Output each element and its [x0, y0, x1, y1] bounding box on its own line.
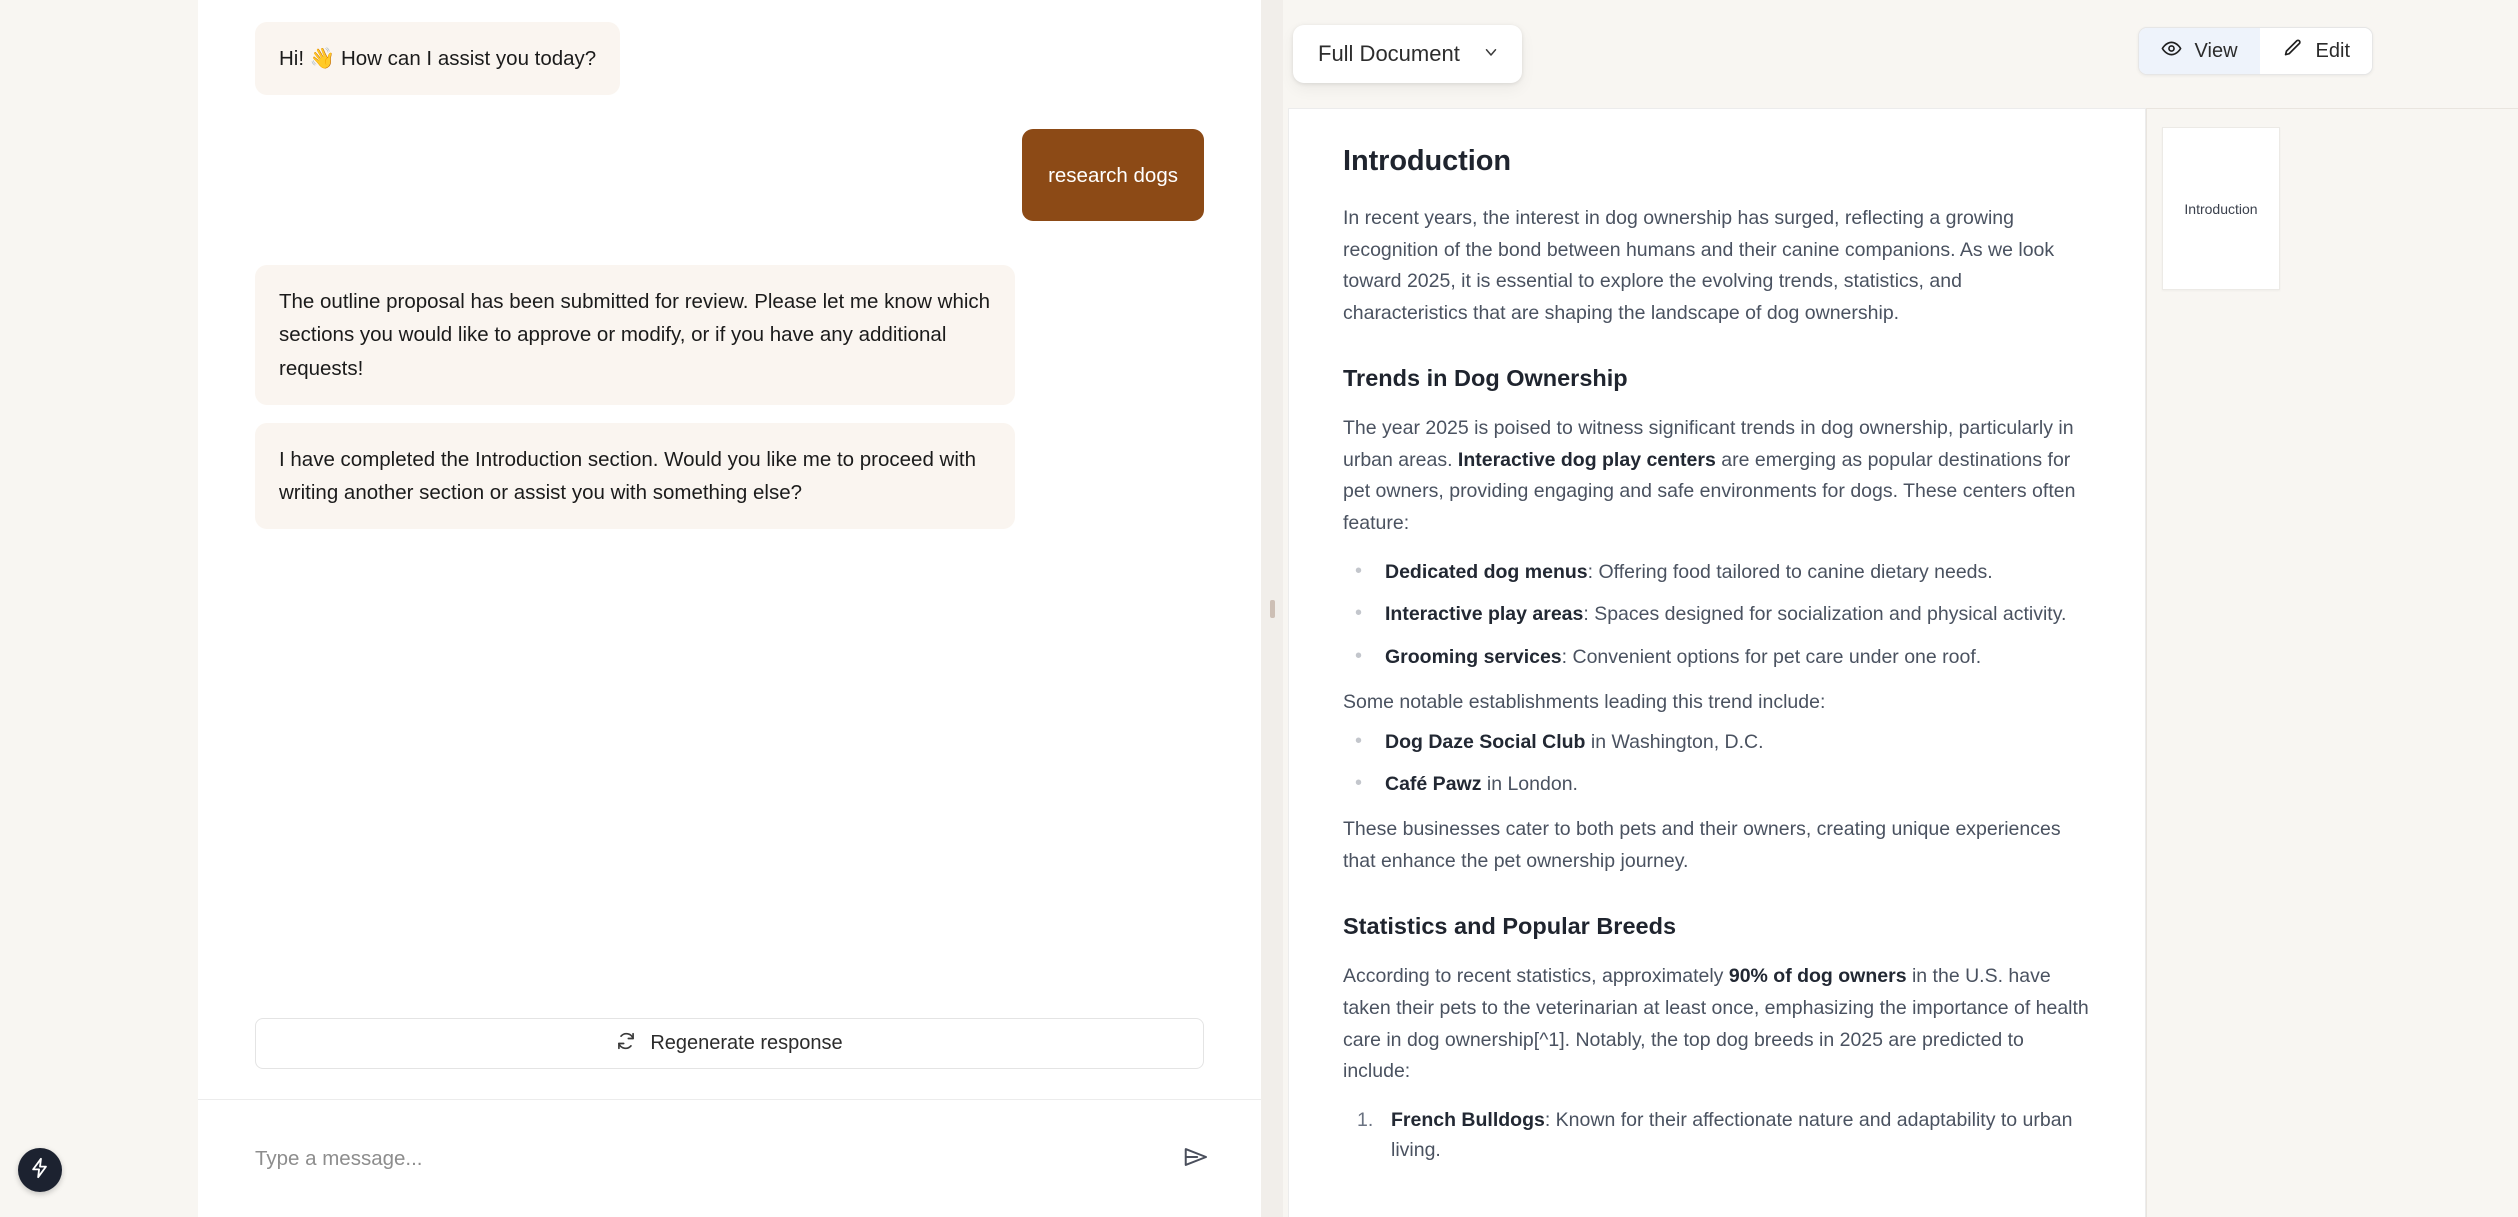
list-item-bold: French Bulldogs — [1391, 1108, 1545, 1131]
regenerate-label: Regenerate response — [650, 1032, 843, 1054]
regenerate-container — [198, 1018, 1261, 1099]
list-item — [1343, 727, 2091, 758]
message-input[interactable] — [255, 1147, 1175, 1171]
eye-icon — [2161, 38, 2182, 65]
list-item-bold: Dog Daze Social Club — [1385, 730, 1586, 753]
trends-text-bold: Interactive dog play centers — [1457, 448, 1716, 471]
edit-mode-button[interactable] — [2260, 28, 2372, 74]
list-item-rest: : Known for their affectionate nature and adaptability to urban living. — [1391, 1108, 2073, 1162]
message-spacer — [255, 239, 1204, 265]
intro-paragraph: In recent years, the interest in dog ownership has surged, reflecting a growing recognition of the bond between humans and their canine companions. As we look toward 2025, it is essential to explore the evolving trends, statistics, and characteristics that are shaping the landscape of dog ownership. — [1343, 207, 2055, 324]
document-heading-statistics: Statistics and Popular Breeds — [1343, 913, 1677, 940]
assistant-message-bubble: I have completed the Introduction section. Would you like me to proceed with writing another section or assist you with something else? — [255, 423, 1015, 529]
chevron-down-icon — [1482, 41, 1500, 67]
list-item-rest: in London. — [1481, 773, 1578, 796]
feature-bullet-list — [1343, 557, 2091, 673]
stats-text-a: According to recent statistics, approximately — [1343, 965, 1729, 988]
list-item-bold: Grooming services — [1385, 646, 1562, 669]
list-item-bold: Dedicated dog menus — [1385, 560, 1588, 583]
list-item-rest: : Convenient options for pet care under one roof. — [1561, 646, 1982, 669]
document-content-card[interactable] — [1288, 108, 2146, 1217]
businesses-paragraph: These businesses cater to both pets and their owners, creating unique experiences that enhance the pet ownership journey. — [1343, 818, 2061, 872]
list-item-rest: in Washington, D.C. — [1585, 730, 1764, 753]
document-scope-dropdown[interactable] — [1293, 25, 1522, 83]
thumbnail-introduction[interactable] — [2162, 127, 2280, 290]
send-message-button[interactable] — [1175, 1138, 1217, 1180]
trends-text-b: are emerging as popular destinations for pet owners, providing engaging and safe environments for dogs. These centers often feature: — [1343, 448, 2076, 535]
document-heading-introduction: Introduction — [1343, 145, 1511, 177]
establishments-intro-paragraph: Some notable establishments leading this trend include: — [1343, 691, 1826, 714]
assistant-message-bubble: Hi! 👋 How can I assist you today? — [255, 22, 620, 95]
user-message-bubble: research dogs — [1022, 129, 1204, 221]
establishment-bullet-list — [1343, 727, 2091, 801]
view-mode-button[interactable] — [2139, 28, 2260, 74]
send-icon — [1182, 1143, 1210, 1174]
chat-panel — [198, 0, 1261, 1217]
document-toolbar — [1283, 0, 2518, 108]
refresh-icon — [616, 1031, 636, 1057]
thumbnail-label: Introduction — [2184, 200, 2258, 217]
edit-mode-label: Edit — [2315, 39, 2350, 62]
lightning-bolt-icon — [29, 1157, 51, 1184]
assistant-message-bubble: The outline proposal has been submitted for review. Please let me know which sections you would like to approve or modify, or if you have any additional requests! — [255, 265, 1015, 405]
document-scope-label: Full Document — [1318, 41, 1460, 66]
document-heading-trends: Trends in Dog Ownership — [1343, 365, 1628, 392]
left-rail — [0, 0, 198, 1217]
list-item — [1343, 1105, 2091, 1167]
list-item — [1343, 557, 2091, 588]
message-spacer — [255, 113, 1204, 129]
list-item — [1343, 599, 2091, 630]
list-item-rest: : Offering food tailored to canine dietary needs. — [1587, 560, 1993, 583]
document-body — [1283, 108, 2518, 1217]
chat-message-row — [255, 423, 1204, 529]
chat-message-row — [255, 129, 1204, 221]
statistics-paragraph — [1343, 961, 2091, 1087]
panel-resizer[interactable] — [1261, 0, 1283, 1217]
view-mode-label: View — [2194, 39, 2238, 62]
lightning-bolt-button[interactable] — [18, 1148, 62, 1192]
chat-message-row — [255, 265, 1204, 405]
view-edit-toggle — [2138, 27, 2373, 75]
stats-text-bold: 90% of dog owners — [1728, 965, 1907, 988]
chat-message-row — [255, 22, 1204, 95]
document-thumbnail-sidebar — [2146, 108, 2518, 1217]
list-item — [1343, 769, 2091, 800]
resizer-grip-icon — [1270, 600, 1275, 618]
regenerate-response-button[interactable] — [255, 1018, 1204, 1069]
list-item-bold: Café Pawz — [1385, 773, 1482, 796]
list-item-rest: : Spaces designed for socialization and physical activity. — [1583, 603, 2067, 626]
breed-numbered-list — [1343, 1105, 2091, 1167]
list-item — [1343, 642, 2091, 673]
trends-paragraph — [1343, 413, 2091, 539]
pencil-icon — [2282, 38, 2303, 65]
document-panel — [1283, 0, 2518, 1217]
chat-message-list — [198, 0, 1261, 1018]
trends-text-a: The year 2025 is poised to witness significant trends in dog ownership, particularly in urban areas. — [1343, 417, 2074, 471]
stats-text-b: in the U.S. have taken their pets to the veterinarian at least once, emphasizing the importance of health care in dog ownership[^1]. Notably, the top dog breeds in 2025 are predicted to include: — [1343, 965, 2089, 1083]
message-composer — [198, 1099, 1261, 1217]
list-item-bold: Interactive play areas — [1385, 603, 1584, 626]
